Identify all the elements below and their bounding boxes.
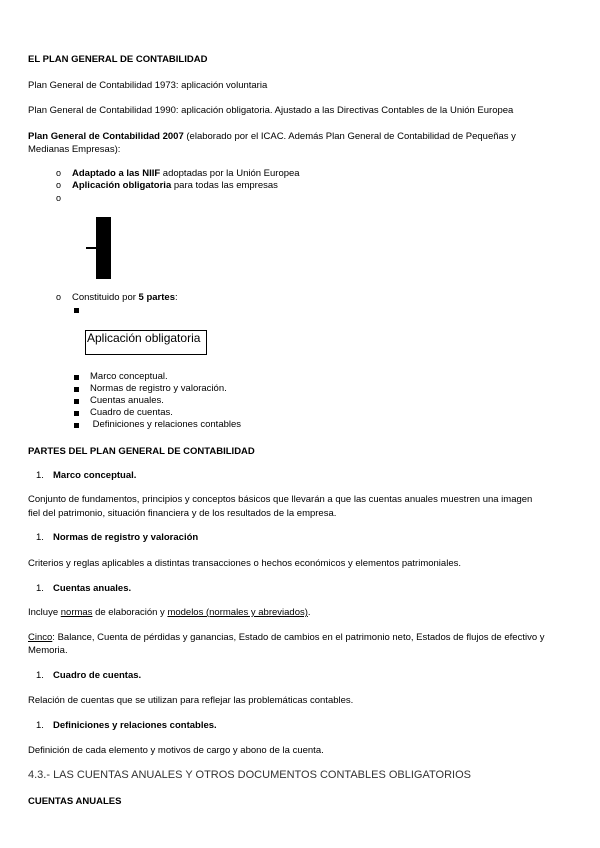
- pgc-2007-line1: [28, 131, 516, 143]
- square-bullet-icon: [74, 411, 79, 416]
- square-bullet-icon: [74, 308, 79, 313]
- section-title-marco: Marco conceptual.: [53, 470, 137, 481]
- bracket-icon: [96, 217, 111, 279]
- incluye-modelos: modelos (normales y abreviados): [167, 607, 308, 618]
- section-number: 1.: [36, 470, 44, 481]
- cinco-label: Cinco: [28, 632, 53, 643]
- section-title-cuadro: Cuadro de cuentas.: [53, 670, 142, 681]
- cinco-line1: [28, 632, 545, 644]
- circle-bullet-icon: o: [56, 292, 62, 302]
- list-item: Normas de registro y valoración.: [90, 383, 227, 394]
- circle-bullet-icon: o: [56, 168, 62, 178]
- cuadro-body: Relación de cuentas que se utilizan para reflejar las problemáticas contables.: [28, 695, 354, 706]
- section-number: 1.: [36, 583, 44, 594]
- list-item-rest: para todas las empresas: [171, 180, 278, 191]
- list-item-rest: adoptadas por la Unión Europea: [160, 168, 300, 179]
- section-heading-partes: PARTES DEL PLAN GENERAL DE CONTABILIDAD: [28, 446, 255, 457]
- list-item: Marco conceptual.: [90, 371, 168, 382]
- aplicacion-obligatoria-box: Aplicación obligatoria: [85, 330, 207, 355]
- incluye-pre: Incluye: [28, 607, 61, 618]
- list-item-bold: Aplicación obligatoria: [72, 180, 172, 191]
- constituido-line: [72, 292, 178, 304]
- incluye-normas: normas: [60, 607, 93, 618]
- list-item: [72, 180, 278, 192]
- cinco-line2: Memoria.: [28, 645, 68, 656]
- circle-bullet-icon: o: [56, 180, 62, 190]
- list-item: Cuadro de cuentas.: [90, 407, 173, 418]
- pgc-1990: Plan General de Contabilidad 1990: aplicación obligatoria. Ajustado a las Directivas Contables de la Unión Europea: [28, 105, 514, 116]
- marco-body-line1: Conjunto de fundamentos, principios y conceptos básicos que llevarán a que las cuentas anuales muestren una imagen: [28, 494, 533, 505]
- incluye-line: [28, 607, 311, 619]
- normas-body: Criterios y reglas aplicables a distintas transacciones o hechos económicos y elementos patrimoniales.: [28, 558, 461, 569]
- heading-4-3: 4.3.- LAS CUENTAS ANUALES Y OTROS DOCUMENTOS CONTABLES OBLIGATORIOS: [28, 769, 471, 781]
- pgc-2007-bold: Plan General de Contabilidad 2007: [28, 131, 184, 142]
- section-number: 1.: [36, 670, 44, 681]
- pgc-2007-line2: Medianas Empresas):: [28, 144, 121, 155]
- square-bullet-icon: [74, 387, 79, 392]
- marco-body-line2: fiel del patrimonio, situación financiera y de los resultados de la empresa.: [28, 508, 337, 519]
- section-number: 1.: [36, 720, 44, 731]
- cinco-rest: : Balance, Cuenta de pérdidas y ganancias, Estado de cambios en el patrimonio neto, Estados de flujos de efectivo y: [52, 632, 545, 643]
- section-title-normas: Normas de registro y valoración: [53, 532, 199, 543]
- constituido-tail: :: [174, 292, 178, 303]
- circle-bullet-icon: o: [56, 193, 62, 203]
- section-heading-cuentas-anuales: CUENTAS ANUALES: [28, 796, 122, 807]
- square-bullet-icon: [74, 375, 79, 380]
- list-item-bold: Adaptado a las NIIF: [72, 168, 161, 179]
- pgc-2007-rest: (elaborado por el ICAC. Además Plan General de Contabilidad de Pequeñas y: [183, 131, 516, 142]
- section-title-definiciones: Definiciones y relaciones contables.: [53, 720, 217, 731]
- definiciones-body: Definición de cada elemento y motivos de cargo y abono de la cuenta.: [28, 745, 324, 756]
- list-item: Cuentas anuales.: [90, 395, 164, 406]
- page-title: EL PLAN GENERAL DE CONTABILIDAD: [28, 54, 208, 65]
- list-item: [72, 168, 300, 180]
- incluye-post: .: [307, 607, 311, 618]
- square-bullet-icon: [74, 399, 79, 404]
- incluye-mid: de elaboración y: [92, 607, 168, 618]
- square-bullet-icon: [74, 423, 79, 428]
- pgc-1973: Plan General de Contabilidad 1973: aplicación voluntaria: [28, 80, 268, 91]
- section-number: 1.: [36, 532, 44, 543]
- constituido-text: Constituido por: [72, 292, 139, 303]
- bracket-tick-icon: [86, 247, 96, 249]
- section-title-cuentas: Cuentas anuales.: [53, 583, 132, 594]
- list-item: Definiciones y relaciones contables: [90, 419, 242, 430]
- constituido-bold: 5 partes: [138, 292, 175, 303]
